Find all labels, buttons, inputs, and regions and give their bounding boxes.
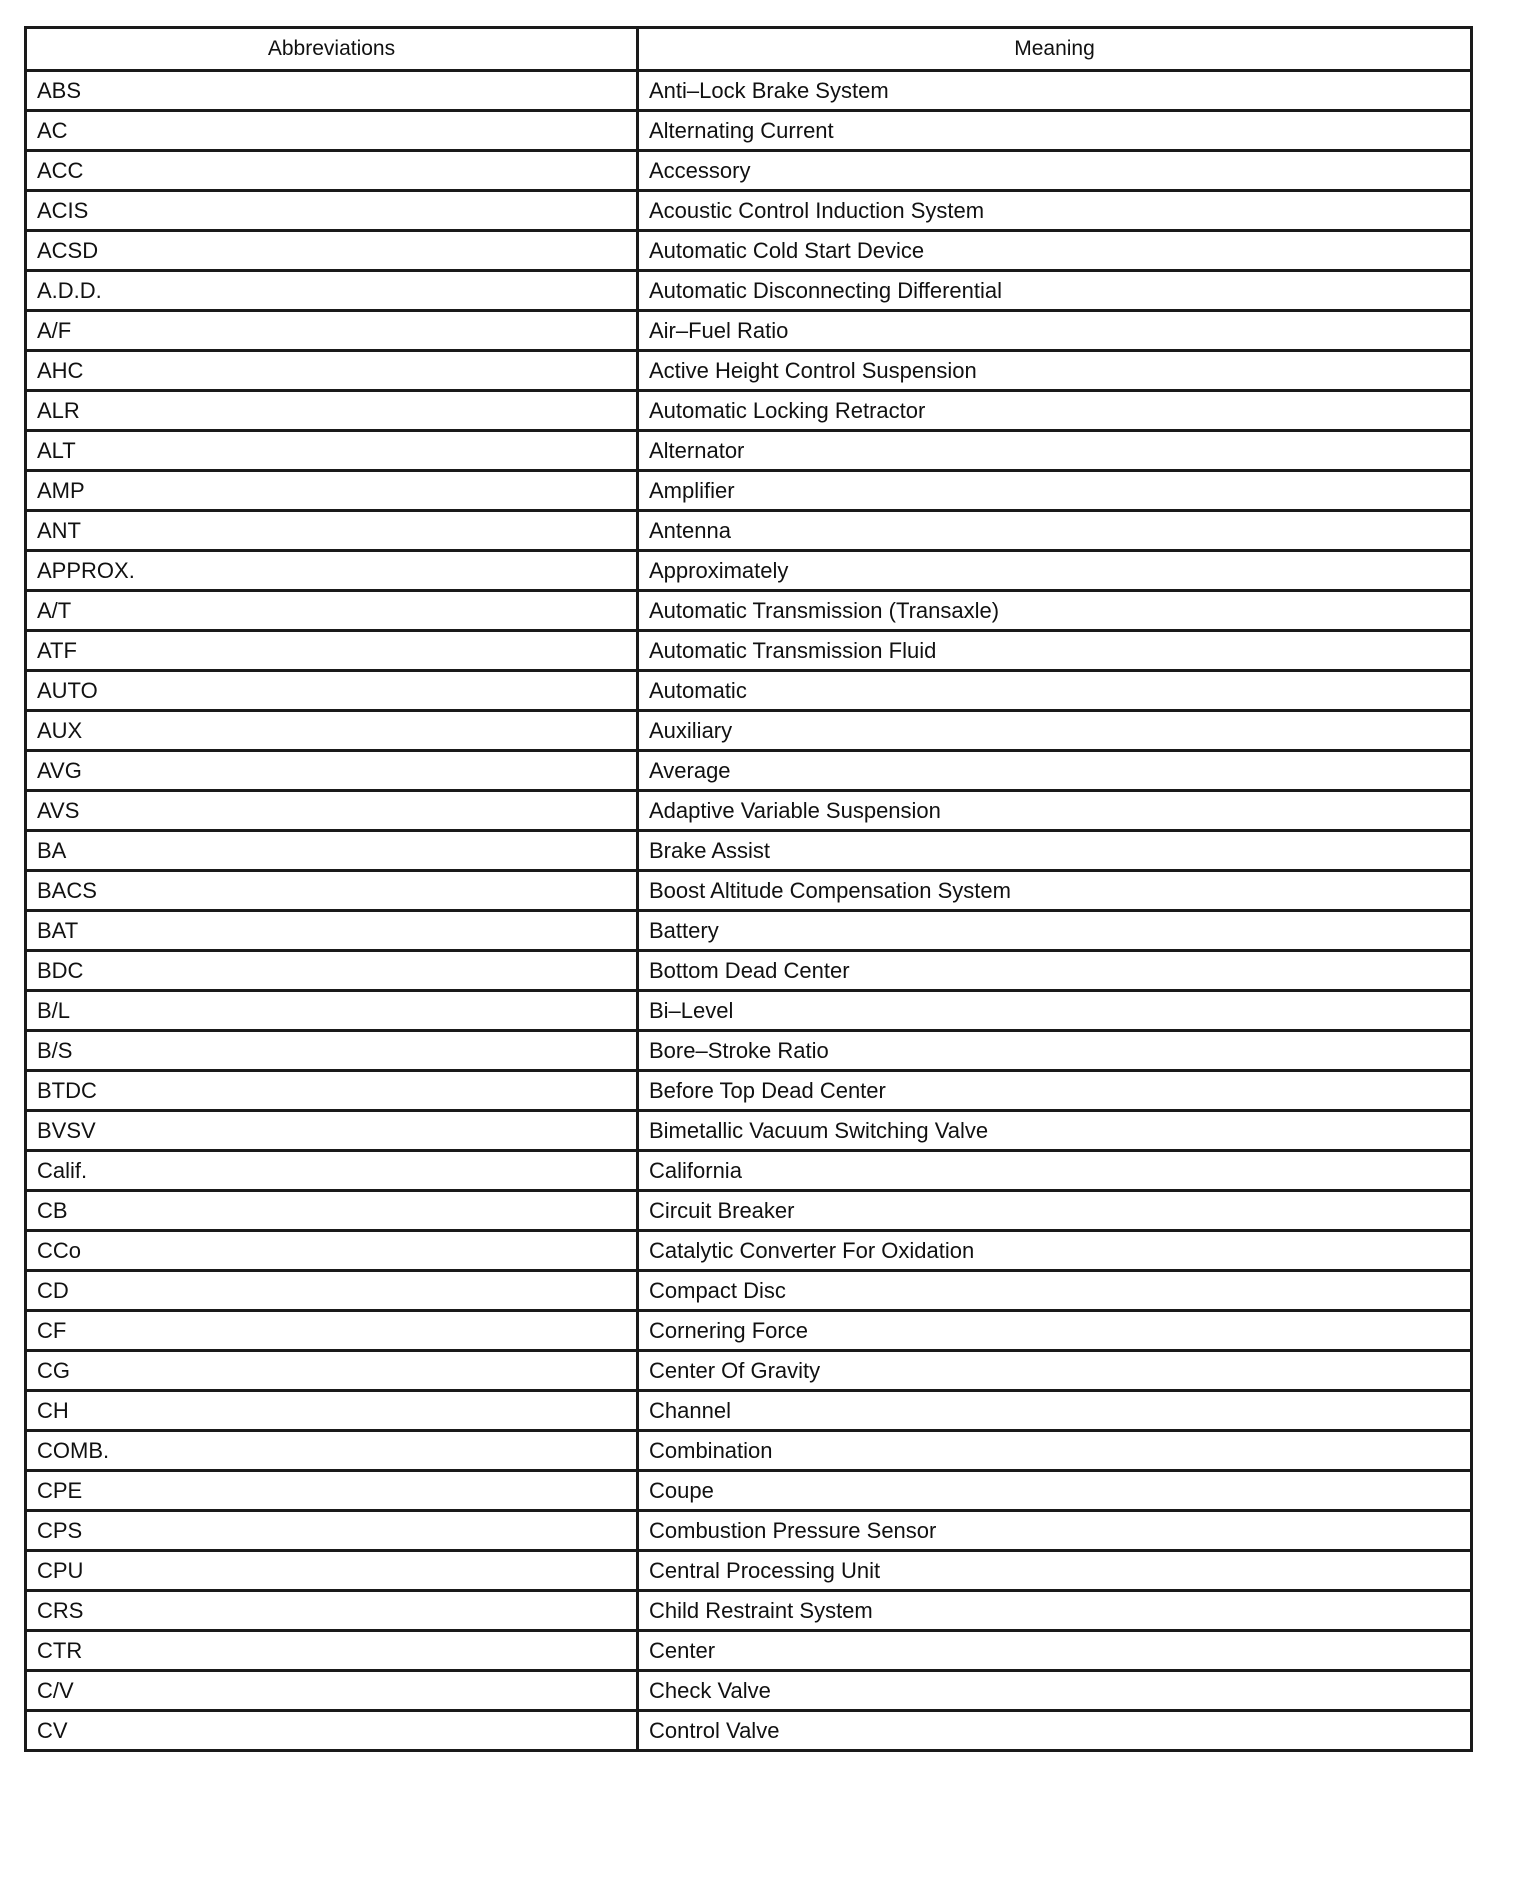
abbreviation-cell: ACSD: [26, 231, 638, 271]
meaning-cell: Central Processing Unit: [638, 1551, 1472, 1591]
table-row: [26, 591, 1472, 631]
meaning-cell: Battery: [638, 911, 1472, 951]
abbreviation-cell: CH: [26, 1391, 638, 1431]
table-row: [26, 511, 1472, 551]
table-row: [26, 431, 1472, 471]
abbreviation-cell: APPROX.: [26, 551, 638, 591]
table-row: [26, 271, 1472, 311]
meaning-cell: Center: [638, 1631, 1472, 1671]
meaning-cell: Control Valve: [638, 1711, 1472, 1751]
meaning-cell: Automatic Transmission Fluid: [638, 631, 1472, 671]
abbreviation-cell: CF: [26, 1311, 638, 1351]
meaning-cell: Active Height Control Suspension: [638, 351, 1472, 391]
table-header-row: [26, 28, 1472, 71]
table-row: [26, 471, 1472, 511]
table-row: [26, 1511, 1472, 1551]
table-row: [26, 1111, 1472, 1151]
table-row: [26, 231, 1472, 271]
meaning-cell: Alternating Current: [638, 111, 1472, 151]
table-row: [26, 1471, 1472, 1511]
table-row: [26, 1191, 1472, 1231]
meaning-cell: Automatic Cold Start Device: [638, 231, 1472, 271]
meaning-cell: Brake Assist: [638, 831, 1472, 871]
table-row: [26, 311, 1472, 351]
meaning-cell: Adaptive Variable Suspension: [638, 791, 1472, 831]
table-row: [26, 191, 1472, 231]
table-row: [26, 751, 1472, 791]
abbreviations-sheet: [24, 26, 1470, 1752]
meaning-cell: Channel: [638, 1391, 1472, 1431]
abbreviation-cell: BAT: [26, 911, 638, 951]
abbreviation-cell: AVG: [26, 751, 638, 791]
abbreviation-cell: A.D.D.: [26, 271, 638, 311]
table-row: [26, 1631, 1472, 1671]
meaning-cell: Accessory: [638, 151, 1472, 191]
meaning-cell: Automatic Locking Retractor: [638, 391, 1472, 431]
abbreviation-cell: B/L: [26, 991, 638, 1031]
abbreviation-cell: ABS: [26, 71, 638, 111]
meaning-cell: Automatic: [638, 671, 1472, 711]
meaning-cell: Combination: [638, 1431, 1472, 1471]
abbreviation-cell: BVSV: [26, 1111, 638, 1151]
meaning-cell: Boost Altitude Compensation System: [638, 871, 1472, 911]
meaning-cell: Bi–Level: [638, 991, 1472, 1031]
abbreviation-cell: CPU: [26, 1551, 638, 1591]
table-body: [26, 71, 1472, 1751]
table-row: [26, 631, 1472, 671]
abbreviation-cell: CG: [26, 1351, 638, 1391]
abbreviation-cell: A/T: [26, 591, 638, 631]
abbreviation-cell: ANT: [26, 511, 638, 551]
table-row: [26, 791, 1472, 831]
abbreviation-cell: ALT: [26, 431, 638, 471]
meaning-cell: Acoustic Control Induction System: [638, 191, 1472, 231]
meaning-cell: Center Of Gravity: [638, 1351, 1472, 1391]
abbreviation-cell: CB: [26, 1191, 638, 1231]
table-row: [26, 1271, 1472, 1311]
table-row: [26, 1071, 1472, 1111]
table-row: [26, 831, 1472, 871]
table-row: [26, 1591, 1472, 1631]
meaning-cell: Air–Fuel Ratio: [638, 311, 1472, 351]
meaning-cell: Amplifier: [638, 471, 1472, 511]
abbreviations-table: [24, 26, 1473, 1752]
meaning-cell: Bimetallic Vacuum Switching Valve: [638, 1111, 1472, 1151]
meaning-cell: Combustion Pressure Sensor: [638, 1511, 1472, 1551]
abbreviation-cell: C/V: [26, 1671, 638, 1711]
meaning-cell: Bottom Dead Center: [638, 951, 1472, 991]
meaning-cell: Anti–Lock Brake System: [638, 71, 1472, 111]
abbreviation-cell: ATF: [26, 631, 638, 671]
meaning-cell: Average: [638, 751, 1472, 791]
table-row: [26, 351, 1472, 391]
meaning-cell: Automatic Transmission (Transaxle): [638, 591, 1472, 631]
table-row: [26, 111, 1472, 151]
abbreviation-cell: CV: [26, 1711, 638, 1751]
table-row: [26, 1671, 1472, 1711]
table-row: [26, 1231, 1472, 1271]
meaning-cell: Catalytic Converter For Oxidation: [638, 1231, 1472, 1271]
abbreviation-cell: CCo: [26, 1231, 638, 1271]
abbreviation-cell: ACIS: [26, 191, 638, 231]
table-row: [26, 1151, 1472, 1191]
meaning-cell: Child Restraint System: [638, 1591, 1472, 1631]
abbreviation-cell: BA: [26, 831, 638, 871]
abbreviation-cell: AMP: [26, 471, 638, 511]
table-row: [26, 1551, 1472, 1591]
abbreviation-cell: AUX: [26, 711, 638, 751]
meaning-cell: Automatic Disconnecting Differential: [638, 271, 1472, 311]
table-row: [26, 1311, 1472, 1351]
meaning-header: Meaning: [638, 28, 1472, 71]
table-row: [26, 1031, 1472, 1071]
meaning-cell: Auxiliary: [638, 711, 1472, 751]
abbreviation-cell: BTDC: [26, 1071, 638, 1111]
table-row: [26, 1711, 1472, 1751]
meaning-cell: Compact Disc: [638, 1271, 1472, 1311]
abbreviation-cell: B/S: [26, 1031, 638, 1071]
table-row: [26, 551, 1472, 591]
table-row: [26, 871, 1472, 911]
abbreviation-cell: Calif.: [26, 1151, 638, 1191]
table-row: [26, 991, 1472, 1031]
abbreviation-cell: ACC: [26, 151, 638, 191]
table-row: [26, 391, 1472, 431]
abbreviations-header: Abbreviations: [26, 28, 638, 71]
abbreviation-cell: CPS: [26, 1511, 638, 1551]
meaning-cell: Circuit Breaker: [638, 1191, 1472, 1231]
abbreviation-cell: AVS: [26, 791, 638, 831]
abbreviation-cell: CPE: [26, 1471, 638, 1511]
table-row: [26, 71, 1472, 111]
table-row: [26, 711, 1472, 751]
meaning-cell: Approximately: [638, 551, 1472, 591]
abbreviation-cell: AC: [26, 111, 638, 151]
table-row: [26, 911, 1472, 951]
table-row: [26, 1391, 1472, 1431]
meaning-cell: Before Top Dead Center: [638, 1071, 1472, 1111]
abbreviation-cell: BDC: [26, 951, 638, 991]
table-row: [26, 151, 1472, 191]
abbreviation-cell: A/F: [26, 311, 638, 351]
meaning-cell: Alternator: [638, 431, 1472, 471]
table-row: [26, 951, 1472, 991]
meaning-cell: California: [638, 1151, 1472, 1191]
meaning-cell: Check Valve: [638, 1671, 1472, 1711]
abbreviation-cell: COMB.: [26, 1431, 638, 1471]
meaning-cell: Coupe: [638, 1471, 1472, 1511]
abbreviation-cell: AUTO: [26, 671, 638, 711]
table-row: [26, 671, 1472, 711]
abbreviation-cell: CD: [26, 1271, 638, 1311]
abbreviation-cell: ALR: [26, 391, 638, 431]
meaning-cell: Cornering Force: [638, 1311, 1472, 1351]
meaning-cell: Antenna: [638, 511, 1472, 551]
abbreviation-cell: CTR: [26, 1631, 638, 1671]
abbreviation-cell: BACS: [26, 871, 638, 911]
table-row: [26, 1431, 1472, 1471]
abbreviation-cell: AHC: [26, 351, 638, 391]
meaning-cell: Bore–Stroke Ratio: [638, 1031, 1472, 1071]
table-row: [26, 1351, 1472, 1391]
abbreviation-cell: CRS: [26, 1591, 638, 1631]
